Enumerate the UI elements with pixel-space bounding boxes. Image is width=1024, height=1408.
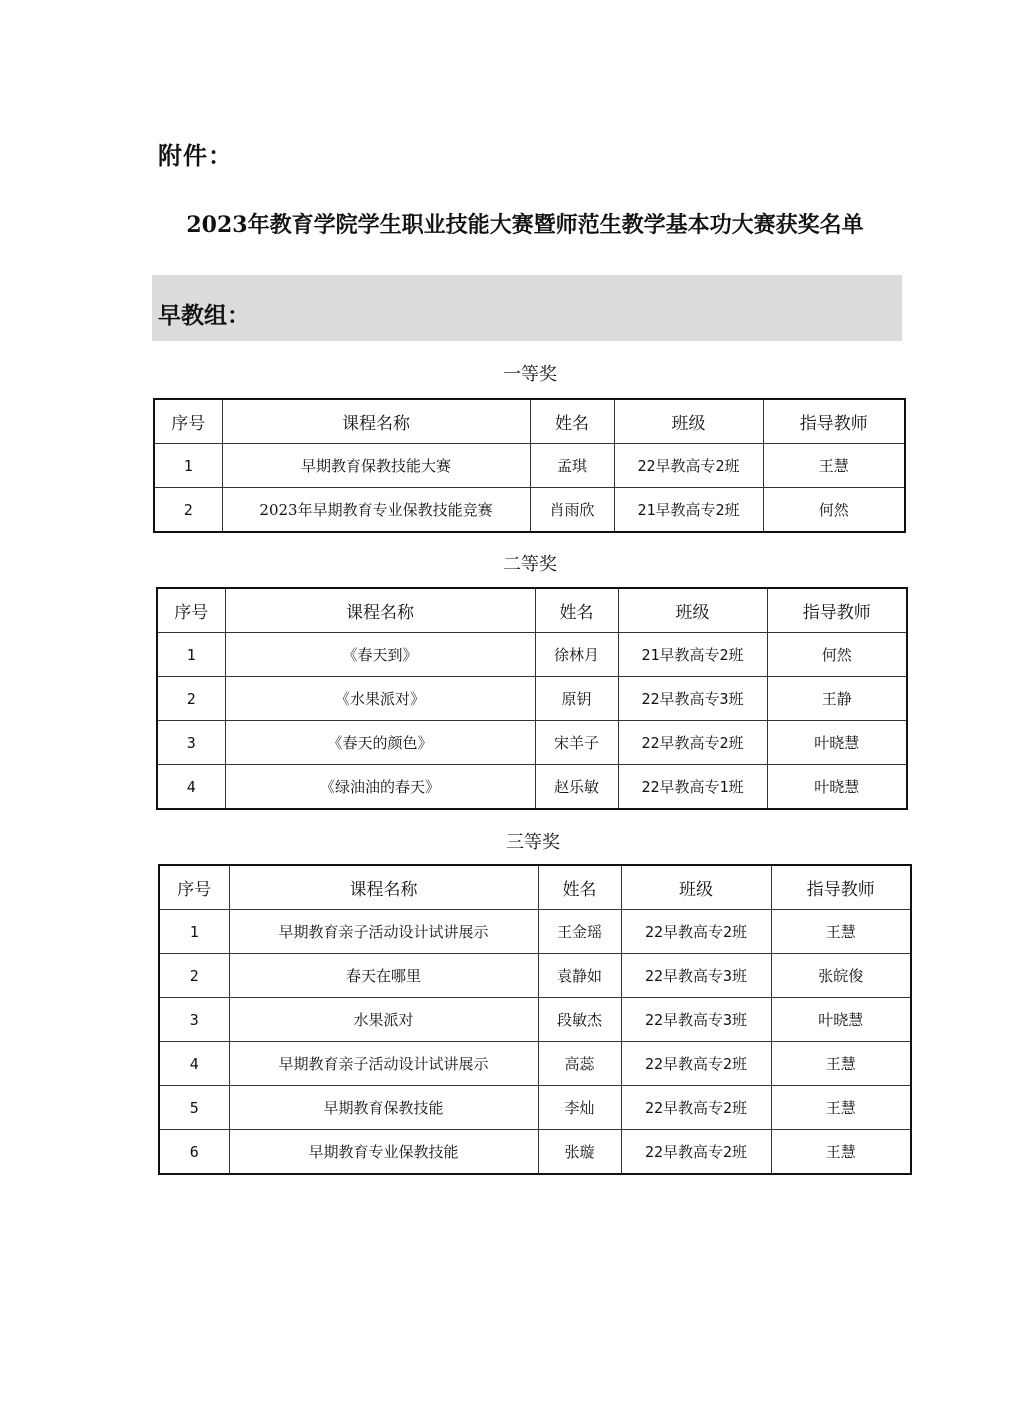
cell-index: 5 — [159, 1086, 229, 1130]
cell-class: 22早教高专2班 — [614, 444, 763, 488]
award-heading-first: 一等奖 — [503, 364, 557, 385]
cell-index: 2 — [159, 954, 229, 998]
header-name: 姓名 — [535, 588, 618, 633]
table-row — [159, 998, 911, 1042]
cell-class: 22早教高专2班 — [621, 1130, 771, 1175]
cell-advisor: 王慧 — [771, 910, 911, 954]
cell-advisor: 何然 — [763, 488, 905, 533]
award-table-first — [153, 398, 906, 533]
cell-index: 3 — [159, 998, 229, 1042]
header-advisor: 指导教师 — [767, 588, 907, 633]
group-band — [152, 275, 902, 341]
table-header-row — [159, 865, 911, 910]
header-advisor: 指导教师 — [771, 865, 911, 910]
table-header-row — [154, 399, 905, 444]
cell-name: 袁静如 — [538, 954, 621, 998]
header-index: 序号 — [157, 588, 225, 633]
cell-name: 徐林月 — [535, 633, 618, 677]
table-row — [154, 488, 905, 533]
cell-course: 早期教育专业保教技能 — [229, 1130, 538, 1175]
cell-name: 张璇 — [538, 1130, 621, 1175]
table-row — [159, 910, 911, 954]
cell-class: 22早教高专3班 — [621, 954, 771, 998]
cell-class: 22早教高专3班 — [621, 998, 771, 1042]
cell-advisor: 王慧 — [771, 1042, 911, 1086]
cell-class: 22早教高专2班 — [621, 1042, 771, 1086]
cell-advisor: 叶晓慧 — [767, 765, 907, 810]
cell-name: 高蕊 — [538, 1042, 621, 1086]
cell-index: 2 — [154, 488, 222, 533]
cell-index: 6 — [159, 1130, 229, 1175]
cell-class: 22早教高专2班 — [621, 910, 771, 954]
award-table-second — [156, 587, 908, 810]
cell-course: 2023年早期教育专业保教技能竞赛 — [222, 488, 530, 533]
document-title: 2023年教育学院学生职业技能大赛暨师范生教学基本功大赛获奖名单 — [186, 212, 864, 238]
cell-advisor: 王静 — [767, 677, 907, 721]
table-row — [159, 1130, 911, 1175]
award-table-third — [158, 864, 912, 1175]
header-index: 序号 — [154, 399, 222, 444]
cell-course: 《春天的颜色》 — [225, 721, 535, 765]
cell-name: 李灿 — [538, 1086, 621, 1130]
cell-course: 早期教育保教技能 — [229, 1086, 538, 1130]
cell-advisor: 王慧 — [763, 444, 905, 488]
cell-course: 春天在哪里 — [229, 954, 538, 998]
cell-advisor: 张皖俊 — [771, 954, 911, 998]
cell-name: 王金瑶 — [538, 910, 621, 954]
header-name: 姓名 — [538, 865, 621, 910]
header-course: 课程名称 — [222, 399, 530, 444]
header-course: 课程名称 — [225, 588, 535, 633]
cell-index: 3 — [157, 721, 225, 765]
header-class: 班级 — [614, 399, 763, 444]
cell-advisor: 何然 — [767, 633, 907, 677]
cell-class: 22早教高专2班 — [618, 721, 767, 765]
table-row — [157, 721, 907, 765]
header-class: 班级 — [618, 588, 767, 633]
award-heading-second: 二等奖 — [503, 554, 557, 575]
cell-course: 《春天到》 — [225, 633, 535, 677]
cell-name: 宋羊子 — [535, 721, 618, 765]
cell-class: 22早教高专2班 — [621, 1086, 771, 1130]
cell-course: 早期教育亲子活动设计试讲展示 — [229, 910, 538, 954]
header-advisor: 指导教师 — [763, 399, 905, 444]
cell-course: 早期教育保教技能大赛 — [222, 444, 530, 488]
cell-index: 1 — [159, 910, 229, 954]
cell-advisor: 叶晓慧 — [771, 998, 911, 1042]
cell-course: 《水果派对》 — [225, 677, 535, 721]
cell-index: 4 — [157, 765, 225, 810]
cell-name: 赵乐敏 — [535, 765, 618, 810]
cell-name: 段敏杰 — [538, 998, 621, 1042]
header-index: 序号 — [159, 865, 229, 910]
cell-advisor: 王慧 — [771, 1086, 911, 1130]
table-row — [157, 765, 907, 810]
table-row — [159, 1042, 911, 1086]
cell-course: 早期教育亲子活动设计试讲展示 — [229, 1042, 538, 1086]
table-header-row — [157, 588, 907, 633]
cell-index: 2 — [157, 677, 225, 721]
table-row — [157, 677, 907, 721]
cell-class: 21早教高专2班 — [618, 633, 767, 677]
cell-index: 1 — [157, 633, 225, 677]
cell-class: 22早教高专1班 — [618, 765, 767, 810]
header-class: 班级 — [621, 865, 771, 910]
cell-class: 22早教高专3班 — [618, 677, 767, 721]
cell-course: 水果派对 — [229, 998, 538, 1042]
cell-advisor: 王慧 — [771, 1130, 911, 1175]
cell-advisor: 叶晓慧 — [767, 721, 907, 765]
cell-class: 21早教高专2班 — [614, 488, 763, 533]
cell-name: 孟琪 — [530, 444, 614, 488]
table-row — [157, 633, 907, 677]
header-course: 课程名称 — [229, 865, 538, 910]
table-row — [159, 954, 911, 998]
cell-course: 《绿油油的春天》 — [225, 765, 535, 810]
attachment-label: 附件： — [158, 141, 233, 170]
header-name: 姓名 — [530, 399, 614, 444]
cell-index: 4 — [159, 1042, 229, 1086]
table-row — [159, 1086, 911, 1130]
cell-index: 1 — [154, 444, 222, 488]
cell-name: 原钥 — [535, 677, 618, 721]
table-row — [154, 444, 905, 488]
award-heading-third: 三等奖 — [506, 832, 560, 853]
cell-name: 肖雨欣 — [530, 488, 614, 533]
group-label: 早教组： — [158, 302, 250, 329]
